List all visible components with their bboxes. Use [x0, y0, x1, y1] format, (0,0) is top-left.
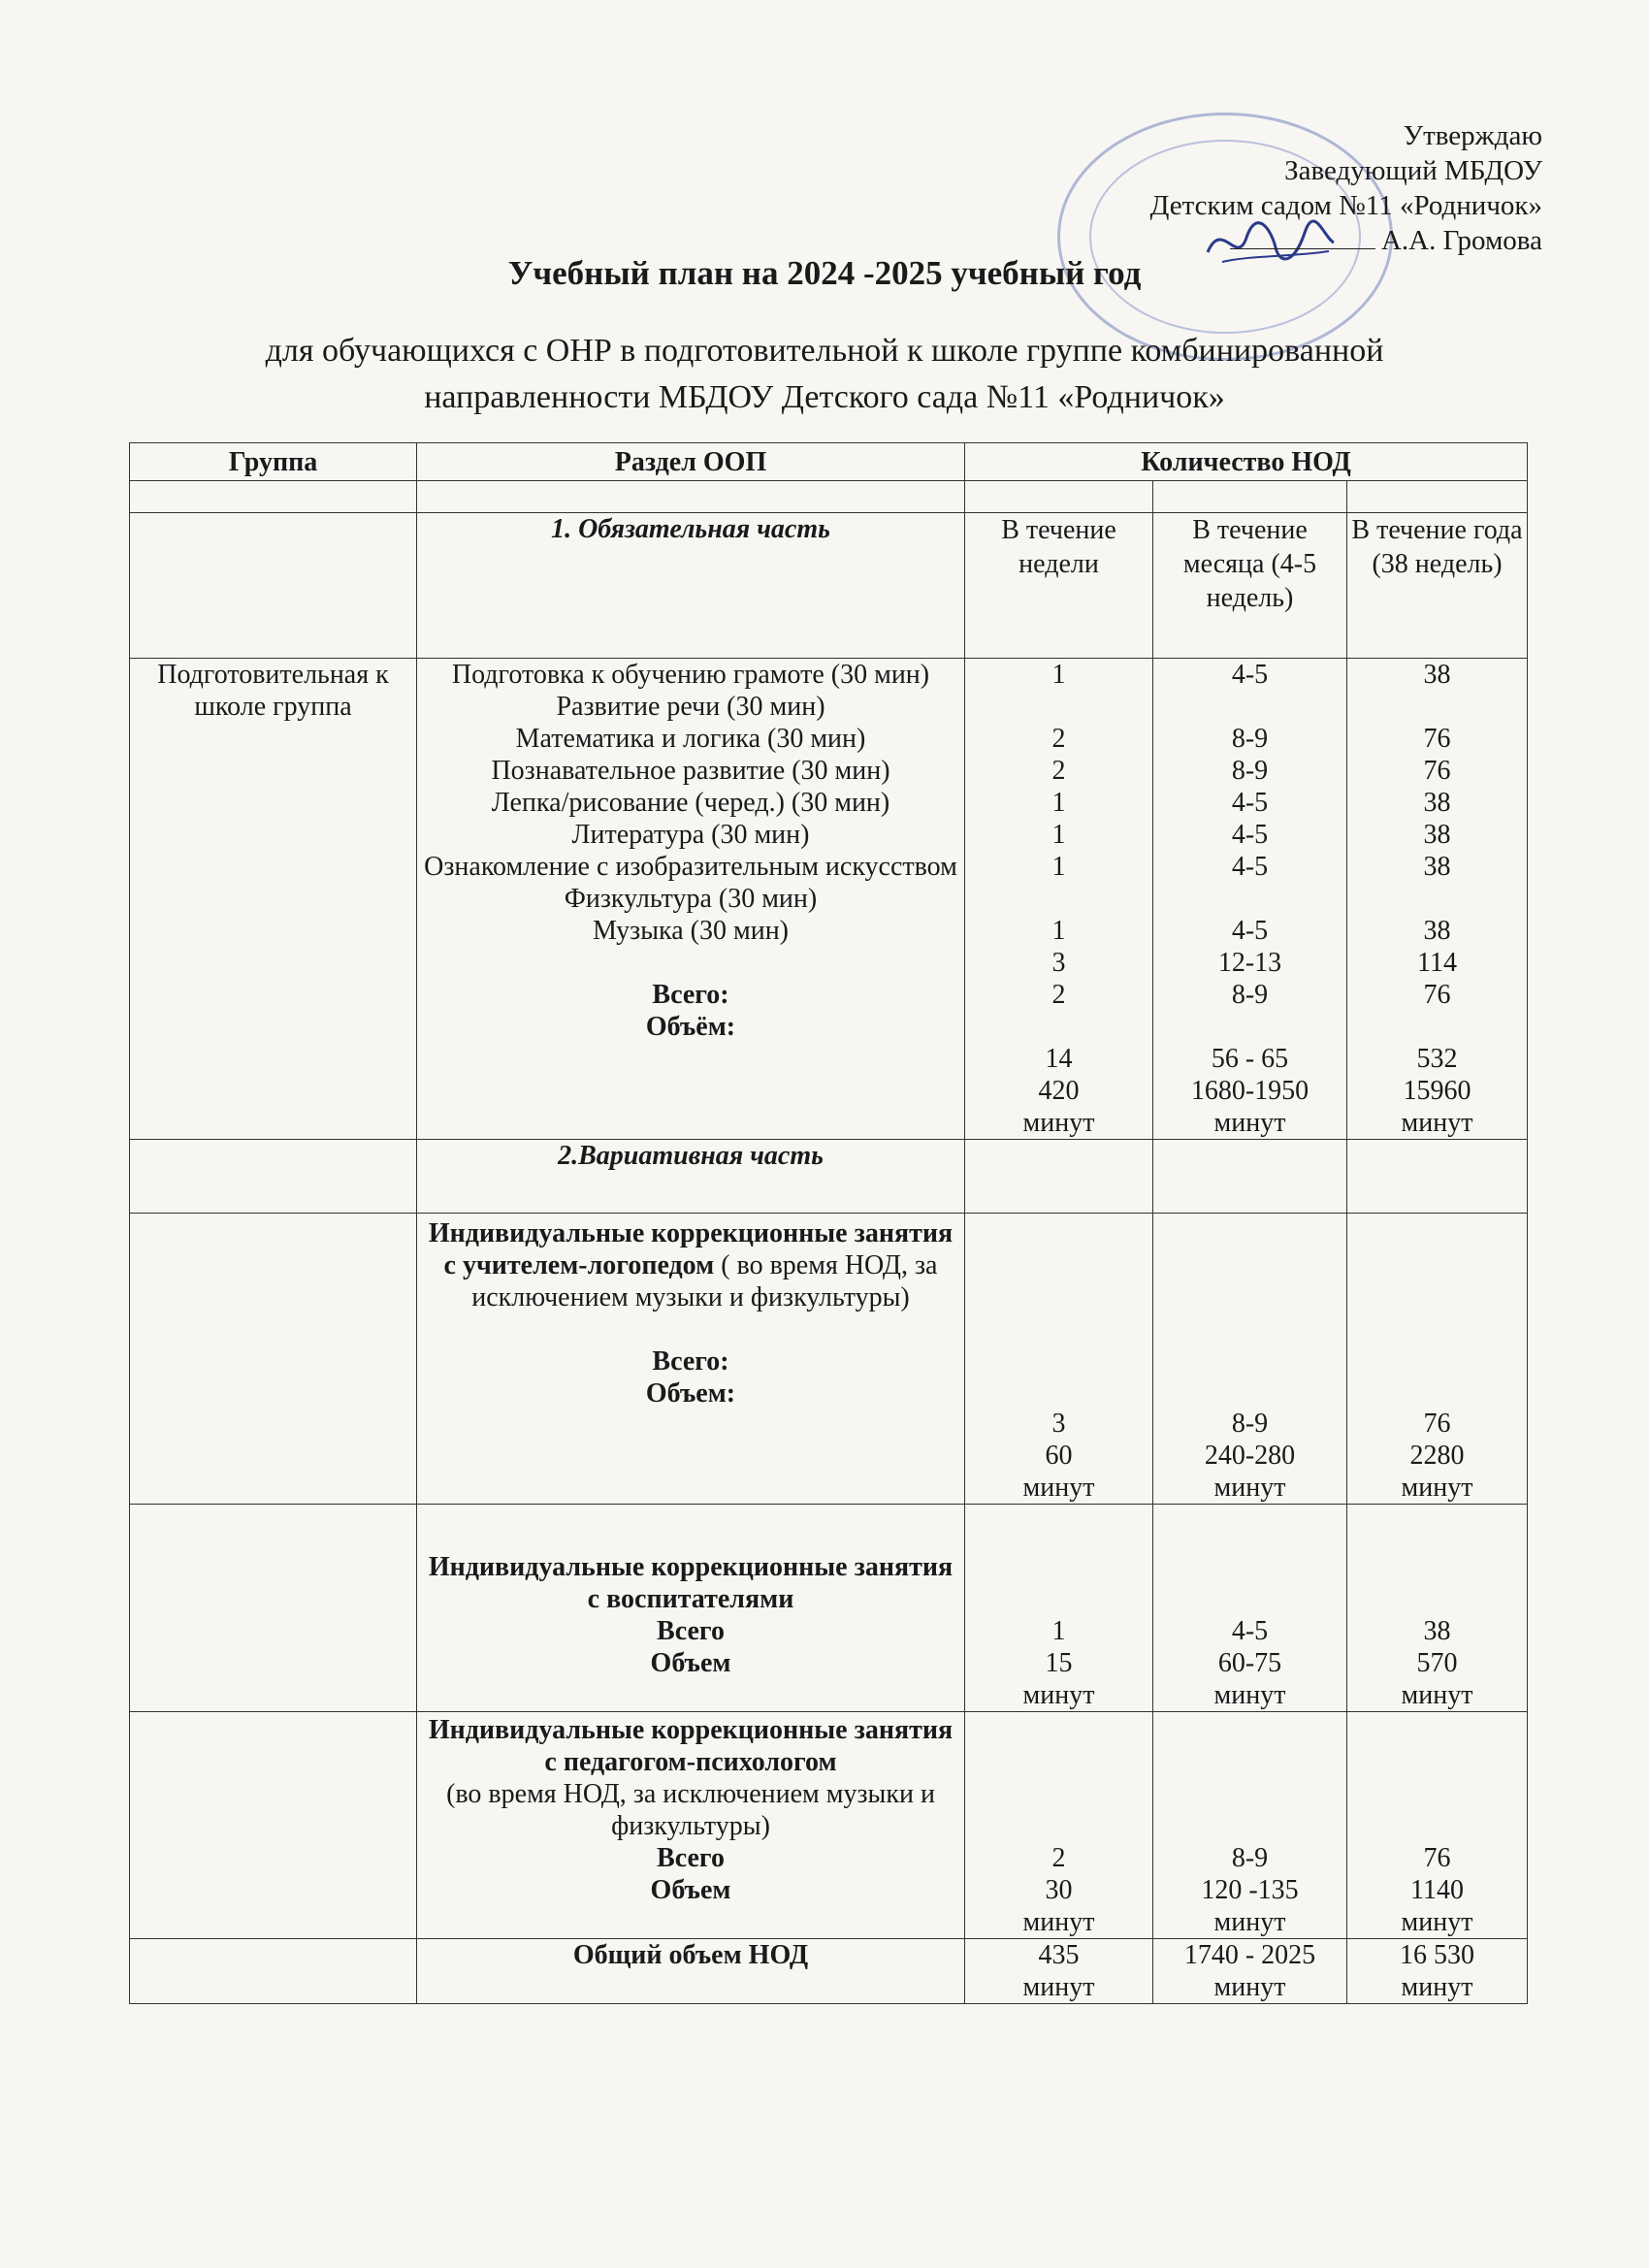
- subject-year: 38: [1423, 660, 1451, 690]
- year-column: [1347, 659, 1528, 1140]
- total-label: Всего: [657, 1843, 725, 1873]
- subject-week: 2: [1051, 980, 1066, 1010]
- block-description: [417, 1505, 965, 1712]
- block-title: Индивидуальные коррекционные занятия с педагогом-психологом: [428, 1715, 954, 1777]
- total-year: 532: [1416, 1044, 1458, 1074]
- overall-year: [1347, 1939, 1528, 2004]
- mandatory-heading-row: [130, 513, 1528, 659]
- unit-label: минут: [1022, 1680, 1095, 1710]
- variable-block-row: [130, 1505, 1528, 1712]
- header-group: Группа: [130, 443, 417, 481]
- subject-year: 114: [1417, 948, 1457, 978]
- volume-week: 60: [1045, 1441, 1073, 1471]
- subject-week: 1: [1051, 660, 1066, 690]
- total-month: 8-9: [1231, 1843, 1269, 1873]
- volume-month: 240-280: [1204, 1441, 1296, 1471]
- approval-block: [999, 118, 1542, 258]
- total-month: 8-9: [1231, 1409, 1269, 1439]
- volume-week: 15: [1045, 1648, 1073, 1678]
- subject-year: 38: [1423, 916, 1451, 946]
- document-subtitle: для обучающихся с ОНР в подготовительной к школе группе комбинированной направленности МБДОУ Детского сада №11 «Родничок»: [265, 333, 1384, 415]
- unit-label: минут: [1022, 1108, 1095, 1138]
- subject-month: 4-5: [1231, 852, 1269, 882]
- subject-year: 38: [1423, 820, 1451, 850]
- total-week: 14: [1045, 1044, 1073, 1074]
- total-year: 76: [1423, 1409, 1451, 1439]
- block-note: (во время НОД, за исключением музыки и физкультуры): [446, 1779, 935, 1841]
- volume-label: Объем: [650, 1648, 731, 1678]
- subject-month: 8-9: [1231, 724, 1269, 754]
- col-week-label: В течение недели: [965, 513, 1153, 659]
- unit-label: минут: [1401, 1473, 1473, 1503]
- mandatory-subjects-row: [130, 659, 1528, 1140]
- subject-name: Подготовка к обучению грамоте (30 мин): [451, 660, 930, 690]
- subject-year: 76: [1423, 980, 1451, 1010]
- unit-label: минут: [1213, 1108, 1286, 1138]
- variable-heading-row: [130, 1140, 1528, 1214]
- total-month: 56 - 65: [1211, 1044, 1289, 1074]
- approval-line-3: Детским садом №11 «Родничок»: [1149, 190, 1542, 221]
- curriculum-table: [129, 442, 1528, 2004]
- document-title: Учебный план на 2024 -2025 учебный год: [507, 254, 1142, 292]
- unit-label: минут: [1213, 1907, 1286, 1937]
- subject-name: Литература (30 мин): [571, 820, 810, 850]
- block-description: [417, 1712, 965, 1939]
- col-month-label: В течение месяца (4-5 недель): [1153, 513, 1347, 659]
- header-count: Количество НОД: [965, 443, 1528, 481]
- subject-name: Развитие речи (30 мин): [556, 692, 825, 722]
- volume-month: 60-75: [1217, 1648, 1282, 1678]
- volume-year: 570: [1416, 1648, 1458, 1678]
- volume-month: 120 -135: [1201, 1875, 1299, 1905]
- volume-year: 2280: [1409, 1441, 1465, 1471]
- total-label: Всего:: [652, 1346, 729, 1377]
- unit-label: минут: [1213, 1473, 1286, 1503]
- variable-block-row: [130, 1214, 1528, 1505]
- overall-year-value: 16 530: [1400, 1940, 1474, 1970]
- block-title: Индивидуальные коррекционные занятия с учителем-логопедом: [428, 1218, 954, 1280]
- total-year: 76: [1423, 1843, 1451, 1873]
- volume-year: 15960: [1403, 1076, 1471, 1106]
- month-column: [1153, 659, 1347, 1140]
- overall-label: Общий объем НОД: [417, 1939, 965, 2004]
- col-year-label: В течение года (38 недель): [1347, 513, 1528, 659]
- subject-month: 4-5: [1231, 660, 1269, 690]
- approval-signature-line: [999, 223, 1542, 258]
- total-week: 3: [1051, 1409, 1066, 1439]
- subject-week: 1: [1051, 820, 1066, 850]
- total-year: 38: [1423, 1616, 1451, 1646]
- volume-label: Объем: [650, 1875, 731, 1905]
- approver-name: А.А. Громова: [1380, 225, 1542, 256]
- year-column: [1347, 1214, 1528, 1505]
- overall-row: [130, 1939, 1528, 2004]
- overall-week-value: 435: [1038, 1940, 1080, 1970]
- month-column: [1153, 1712, 1347, 1939]
- volume-year: 1140: [1410, 1875, 1464, 1905]
- week-column: [965, 1712, 1153, 1939]
- week-column: [965, 1505, 1153, 1712]
- subject-year: 38: [1423, 852, 1451, 882]
- overall-week: [965, 1939, 1153, 2004]
- unit-label: минут: [1022, 1473, 1095, 1503]
- unit-label: минут: [1401, 1907, 1473, 1937]
- subject-month: 4-5: [1231, 788, 1269, 818]
- header-section: Раздел ООП: [417, 443, 965, 481]
- year-column: [1347, 1712, 1528, 1939]
- subject-name: Математика и логика (30 мин): [515, 724, 866, 754]
- variable-heading: 2.Вариативная часть: [417, 1140, 965, 1214]
- subject-month: 12-13: [1217, 948, 1282, 978]
- total-week: 1: [1051, 1616, 1066, 1646]
- overall-month: [1153, 1939, 1347, 2004]
- subject-name: Лепка/рисование (черед.) (30 мин): [491, 788, 890, 818]
- block-description: [417, 1214, 965, 1505]
- unit-label: минут: [1401, 1972, 1473, 2002]
- total-month: 4-5: [1231, 1616, 1269, 1646]
- subject-week: 1: [1051, 852, 1066, 882]
- mandatory-heading: 1. Обязательная часть: [417, 513, 965, 659]
- subject-week: 1: [1051, 916, 1066, 946]
- volume-label: Объем:: [645, 1378, 736, 1409]
- volume-label: Объём:: [645, 1012, 736, 1042]
- subject-year: 76: [1423, 756, 1451, 786]
- subject-week: 2: [1051, 724, 1066, 754]
- subject-week: 1: [1051, 788, 1066, 818]
- total-label: Всего:: [652, 980, 729, 1010]
- subject-week: 2: [1051, 756, 1066, 786]
- week-column: [965, 659, 1153, 1140]
- variable-block-row: [130, 1712, 1528, 1939]
- total-week: 2: [1051, 1843, 1066, 1873]
- volume-week: 30: [1045, 1875, 1073, 1905]
- total-label: Всего: [657, 1616, 725, 1646]
- block-note: ( во время НОД, за исключением музыки и физкультуры): [471, 1250, 938, 1312]
- subject-year: 38: [1423, 788, 1451, 818]
- overall-month-value: 1740 - 2025: [1183, 1940, 1316, 1970]
- subject-name: Познавательное развитие (30 мин): [491, 756, 890, 786]
- subject-month: 4-5: [1231, 916, 1269, 946]
- subject-week: 3: [1051, 948, 1066, 978]
- week-column: [965, 1214, 1153, 1505]
- unit-label: минут: [1213, 1972, 1286, 2002]
- approval-line-1: Утверждаю: [1403, 120, 1542, 151]
- volume-week: 420: [1038, 1076, 1080, 1106]
- subject-month: 8-9: [1231, 756, 1269, 786]
- table-header-row: [130, 443, 1528, 481]
- subjects-column: [417, 659, 965, 1140]
- year-column: [1347, 1505, 1528, 1712]
- subject-name: Ознакомление с изобразительным искусством: [424, 852, 957, 882]
- unit-label: минут: [1022, 1972, 1095, 2002]
- unit-label: минут: [1401, 1680, 1473, 1710]
- unit-label: минут: [1022, 1907, 1095, 1937]
- unit-label: минут: [1213, 1680, 1286, 1710]
- unit-label: минут: [1401, 1108, 1473, 1138]
- block-title: Индивидуальные коррекционные занятия с воспитателями: [428, 1552, 954, 1614]
- subject-year: 76: [1423, 724, 1451, 754]
- month-column: [1153, 1214, 1347, 1505]
- approval-line-2: Заведующий МБДОУ: [1284, 155, 1542, 186]
- volume-month: 1680-1950: [1190, 1076, 1310, 1106]
- spacer-row: [130, 481, 1528, 513]
- group-name: Подготовительная к школе группа: [130, 659, 417, 1140]
- subject-month: 4-5: [1231, 820, 1269, 850]
- subject-name: Музыка (30 мин): [592, 916, 789, 946]
- subject-month: 8-9: [1231, 980, 1269, 1010]
- month-column: [1153, 1505, 1347, 1712]
- subject-name: Физкультура (30 мин): [564, 884, 818, 914]
